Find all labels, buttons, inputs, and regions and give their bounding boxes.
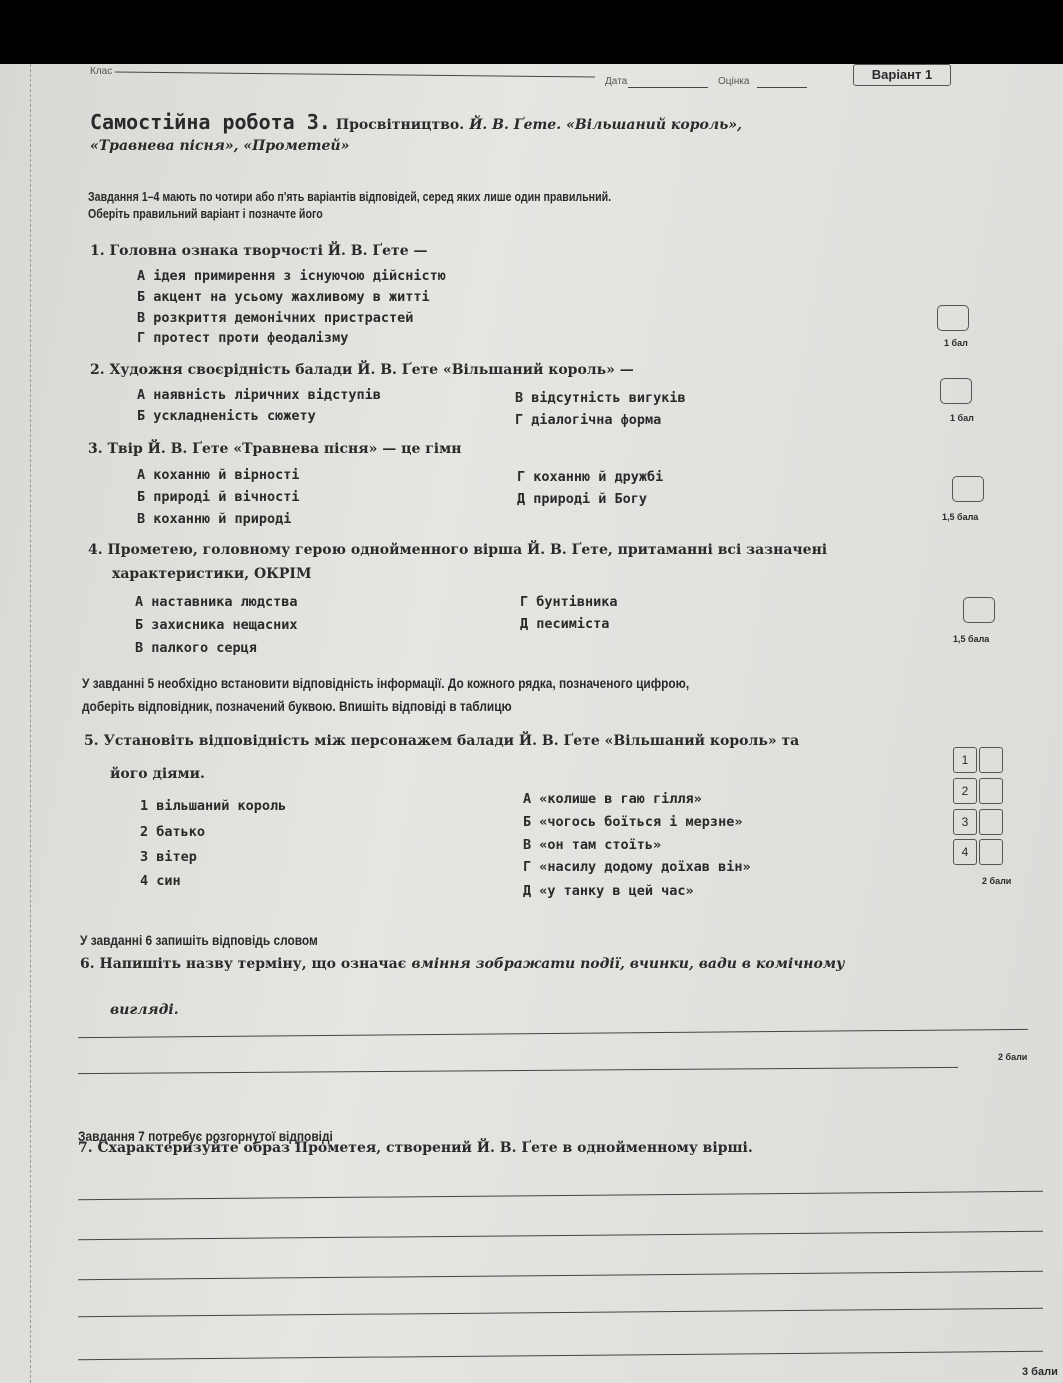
- q4-option-b[interactable]: Б захисника нещасних: [135, 617, 298, 633]
- q3-option-b[interactable]: Б природі й вічності: [137, 489, 300, 505]
- question-5-line2: його діями.: [110, 766, 205, 782]
- instructions-7: Завдання 7 потребує розгорнутої відповіді: [78, 1128, 333, 1144]
- q3-answer-box[interactable]: [952, 476, 984, 502]
- class-label: Клас: [90, 66, 113, 77]
- q2-points: 1 бал: [950, 413, 974, 423]
- q1-option-g[interactable]: Г протест проти феодалізму: [137, 330, 349, 346]
- q5-table-number-3: 3: [953, 809, 977, 835]
- q4-answer-box[interactable]: [963, 597, 995, 623]
- q5-table-number-2: 2: [953, 778, 977, 804]
- q5-table-answer-2[interactable]: [979, 778, 1003, 804]
- q2-option-g[interactable]: Г діалогічна форма: [515, 412, 662, 428]
- grade-line: [757, 87, 807, 88]
- q5-table-answer-1[interactable]: [979, 747, 1003, 773]
- q5-left-1: 1 вільшаний король: [140, 798, 287, 814]
- instructions-6: У завданні 6 запишіть відповідь словом: [80, 932, 318, 948]
- question-2: 2. Художня своєрідність балади Й. В. Ґете «Вільшаний король» —: [90, 362, 634, 378]
- q5-right-b: Б «чогось боїться і мерзне»: [523, 814, 743, 830]
- question-6-line2: вигляді.: [110, 1002, 179, 1018]
- q1-points: 1 бал: [944, 338, 968, 348]
- q3-option-a[interactable]: А коханню й вірності: [137, 467, 300, 483]
- worksheet-page: [0, 64, 1063, 1383]
- instructions-1-4-line2: Оберіть правильний варіант і позначте його: [88, 207, 323, 221]
- date-line: [628, 87, 708, 88]
- q5-right-d: Д «у танку в цей час»: [523, 883, 694, 899]
- q5-right-g: Г «насилу додому доїхав він»: [523, 859, 751, 875]
- q5-table-number-1: 1: [953, 747, 977, 773]
- question-3: 3. Твір Й. В. Ґете «Травнева пісня» — це гімн: [88, 441, 462, 457]
- question-1: 1. Головна ознака творчості Й. В. Ґете —: [90, 243, 428, 259]
- instructions-5-line2: доберіть відповідник, позначений буквою. Впишіть відповіді в таблицю: [82, 698, 512, 714]
- q5-points: 2 бали: [982, 876, 1012, 886]
- q5-left-3: 3 вітер: [140, 849, 197, 865]
- q4-option-v[interactable]: В палкого серця: [135, 640, 257, 656]
- grade-label: Оцінка: [718, 76, 750, 87]
- q5-table-answer-4[interactable]: [979, 839, 1003, 865]
- question-7: 7. Схарактеризуйте образ Прометея, створений Й. В. Ґете в однойменному вірші.: [78, 1140, 753, 1156]
- page-edge: [30, 64, 32, 1383]
- q6-points: 2 бали: [998, 1052, 1028, 1062]
- question-4-line2: характеристики, ОКРІМ: [112, 566, 312, 582]
- q2-option-a[interactable]: А наявність ліричних відступів: [137, 387, 381, 403]
- q5-left-4: 4 син: [140, 873, 181, 889]
- q4-option-g[interactable]: Г бунтівника: [520, 594, 618, 610]
- q1-option-b[interactable]: Б акцент на усьому жахливому в житті: [137, 289, 430, 305]
- q5-table-answer-3[interactable]: [979, 809, 1003, 835]
- instructions-1-4: Завдання 1–4 мають по чотири або п'ять варіантів відповідей, серед яких лише один правильний.: [88, 190, 612, 204]
- page-title: Самостійна робота 3. Просвітництво. Й. В. Ґете. «Вільшаний король»,: [90, 110, 742, 134]
- q5-right-v: В «он там стоїть»: [523, 837, 662, 853]
- q3-option-g[interactable]: Г коханню й дружбі: [517, 469, 664, 485]
- q4-points: 1,5 бала: [953, 634, 990, 644]
- q3-points: 1,5 бала: [942, 512, 979, 522]
- question-4: 4. Прометею, головному герою однойменного вірша Й. В. Ґете, притаманні всі зазначені: [88, 542, 828, 558]
- q5-right-a: А «колише в гаю гілля»: [523, 791, 702, 807]
- q4-option-a[interactable]: А наставника людства: [135, 594, 298, 610]
- q3-option-d[interactable]: Д природі й Богу: [517, 491, 648, 507]
- variant-badge: Варіант 1: [853, 64, 951, 86]
- q5-left-2: 2 батько: [140, 824, 206, 840]
- q1-option-v[interactable]: В розкриття демонічних пристрастей: [137, 310, 414, 326]
- q2-option-b[interactable]: Б ускладненість сюжету: [137, 408, 316, 424]
- instructions-5: У завданні 5 необхідно встановити відповідність інформації. До кожного рядка, позначеного цифрою,: [82, 675, 690, 691]
- q2-answer-box[interactable]: [940, 378, 972, 404]
- q2-option-v[interactable]: В відсутність вигуків: [515, 390, 686, 406]
- q5-table-number-4: 4: [953, 839, 977, 865]
- date-label: Дата: [605, 76, 628, 87]
- q7-points: 3 бали: [1022, 1366, 1058, 1378]
- question-6: 6. Напишіть назву терміну, що означає вміння зображати події, вчинки, вади в комічному: [80, 956, 845, 972]
- q4-option-d[interactable]: Д песиміста: [520, 616, 610, 632]
- title-works: «Травнева пісня», «Прометей»: [90, 138, 350, 154]
- question-5: 5. Установіть відповідність між персонажем балади Й. В. Ґете «Вільшаний король» та: [84, 733, 800, 749]
- q1-answer-box[interactable]: [937, 305, 969, 331]
- q1-option-a[interactable]: А ідея примирення з існуючою дійсністю: [137, 268, 446, 284]
- q3-option-v[interactable]: В коханню й природі: [137, 511, 292, 527]
